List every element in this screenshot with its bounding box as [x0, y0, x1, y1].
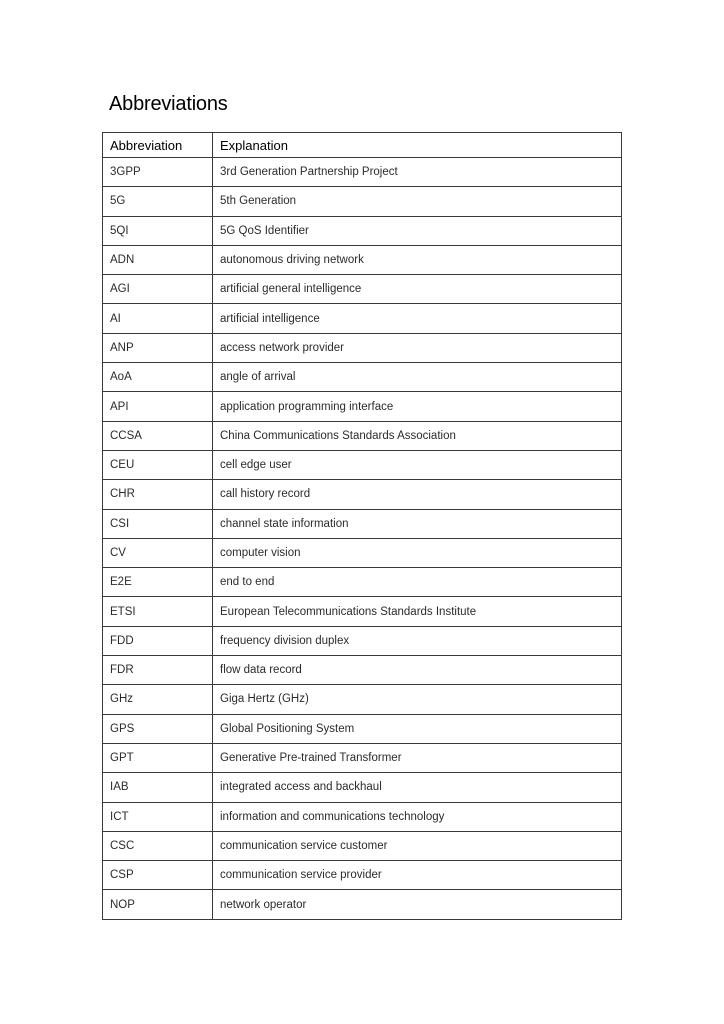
- abbreviation-cell: CCSA: [103, 421, 213, 450]
- table-row: [103, 831, 622, 860]
- abbreviation-cell: CSC: [103, 831, 213, 860]
- abbreviation-cell: GPS: [103, 714, 213, 743]
- explanation-cell: autonomous driving network: [213, 245, 622, 274]
- table-row: [103, 216, 622, 245]
- table-row: [103, 509, 622, 538]
- abbreviation-cell: IAB: [103, 773, 213, 802]
- table-row: [103, 714, 622, 743]
- abbreviation-cell: AoA: [103, 363, 213, 392]
- abbreviation-cell: API: [103, 392, 213, 421]
- explanation-cell: angle of arrival: [213, 363, 622, 392]
- table-row: [103, 773, 622, 802]
- abbreviation-cell: E2E: [103, 568, 213, 597]
- abbreviation-cell: GPT: [103, 743, 213, 772]
- table-row: [103, 743, 622, 772]
- table-row: [103, 158, 622, 187]
- abbreviation-cell: CEU: [103, 450, 213, 479]
- table-row: [103, 890, 622, 919]
- abbreviation-cell: FDR: [103, 656, 213, 685]
- table-row: [103, 363, 622, 392]
- table-row: [103, 597, 622, 626]
- explanation-cell: application programming interface: [213, 392, 622, 421]
- table-row: [103, 275, 622, 304]
- abbreviation-cell: FDD: [103, 626, 213, 655]
- abbreviation-cell: CSI: [103, 509, 213, 538]
- explanation-cell: Generative Pre-trained Transformer: [213, 743, 622, 772]
- abbreviation-column-header: Abbreviation: [103, 133, 213, 158]
- table-row: [103, 245, 622, 274]
- explanation-cell: channel state information: [213, 509, 622, 538]
- page-title: Abbreviations: [109, 93, 228, 115]
- explanation-cell: integrated access and backhaul: [213, 773, 622, 802]
- table-row: [103, 861, 622, 890]
- explanation-cell: 5th Generation: [213, 187, 622, 216]
- explanation-cell: network operator: [213, 890, 622, 919]
- explanation-cell: artificial general intelligence: [213, 275, 622, 304]
- explanation-cell: frequency division duplex: [213, 626, 622, 655]
- table-body: [103, 158, 622, 920]
- table-row: [103, 802, 622, 831]
- explanation-cell: 3rd Generation Partnership Project: [213, 158, 622, 187]
- explanation-cell: access network provider: [213, 333, 622, 362]
- table-row: [103, 626, 622, 655]
- explanation-cell: 5G QoS Identifier: [213, 216, 622, 245]
- abbreviations-table: [102, 132, 622, 920]
- explanation-cell: flow data record: [213, 656, 622, 685]
- explanation-cell: computer vision: [213, 538, 622, 567]
- explanation-cell: China Communications Standards Association: [213, 421, 622, 450]
- table-header-row: [103, 133, 622, 158]
- explanation-cell: artificial intelligence: [213, 304, 622, 333]
- abbreviation-cell: ADN: [103, 245, 213, 274]
- table-row: [103, 450, 622, 479]
- table-row: [103, 392, 622, 421]
- abbreviation-cell: NOP: [103, 890, 213, 919]
- abbreviation-cell: ANP: [103, 333, 213, 362]
- table-row: [103, 333, 622, 362]
- explanation-column-header: Explanation: [213, 133, 622, 158]
- table-row: [103, 304, 622, 333]
- explanation-cell: call history record: [213, 480, 622, 509]
- abbreviation-cell: CSP: [103, 861, 213, 890]
- explanation-cell: communication service provider: [213, 861, 622, 890]
- table-row: [103, 187, 622, 216]
- abbreviation-cell: 5G: [103, 187, 213, 216]
- abbreviation-cell: ICT: [103, 802, 213, 831]
- table-row: [103, 568, 622, 597]
- table-row: [103, 421, 622, 450]
- explanation-cell: Giga Hertz (GHz): [213, 685, 622, 714]
- explanation-cell: end to end: [213, 568, 622, 597]
- abbreviation-cell: CHR: [103, 480, 213, 509]
- explanation-cell: Global Positioning System: [213, 714, 622, 743]
- abbreviation-cell: 3GPP: [103, 158, 213, 187]
- abbreviation-cell: 5QI: [103, 216, 213, 245]
- explanation-cell: information and communications technology: [213, 802, 622, 831]
- explanation-cell: European Telecommunications Standards Institute: [213, 597, 622, 626]
- abbreviation-cell: AI: [103, 304, 213, 333]
- abbreviation-cell: AGI: [103, 275, 213, 304]
- table-row: [103, 685, 622, 714]
- table-row: [103, 656, 622, 685]
- abbreviation-cell: CV: [103, 538, 213, 567]
- explanation-cell: communication service customer: [213, 831, 622, 860]
- table-row: [103, 480, 622, 509]
- abbreviation-cell: GHz: [103, 685, 213, 714]
- explanation-cell: cell edge user: [213, 450, 622, 479]
- table-row: [103, 538, 622, 567]
- abbreviation-cell: ETSI: [103, 597, 213, 626]
